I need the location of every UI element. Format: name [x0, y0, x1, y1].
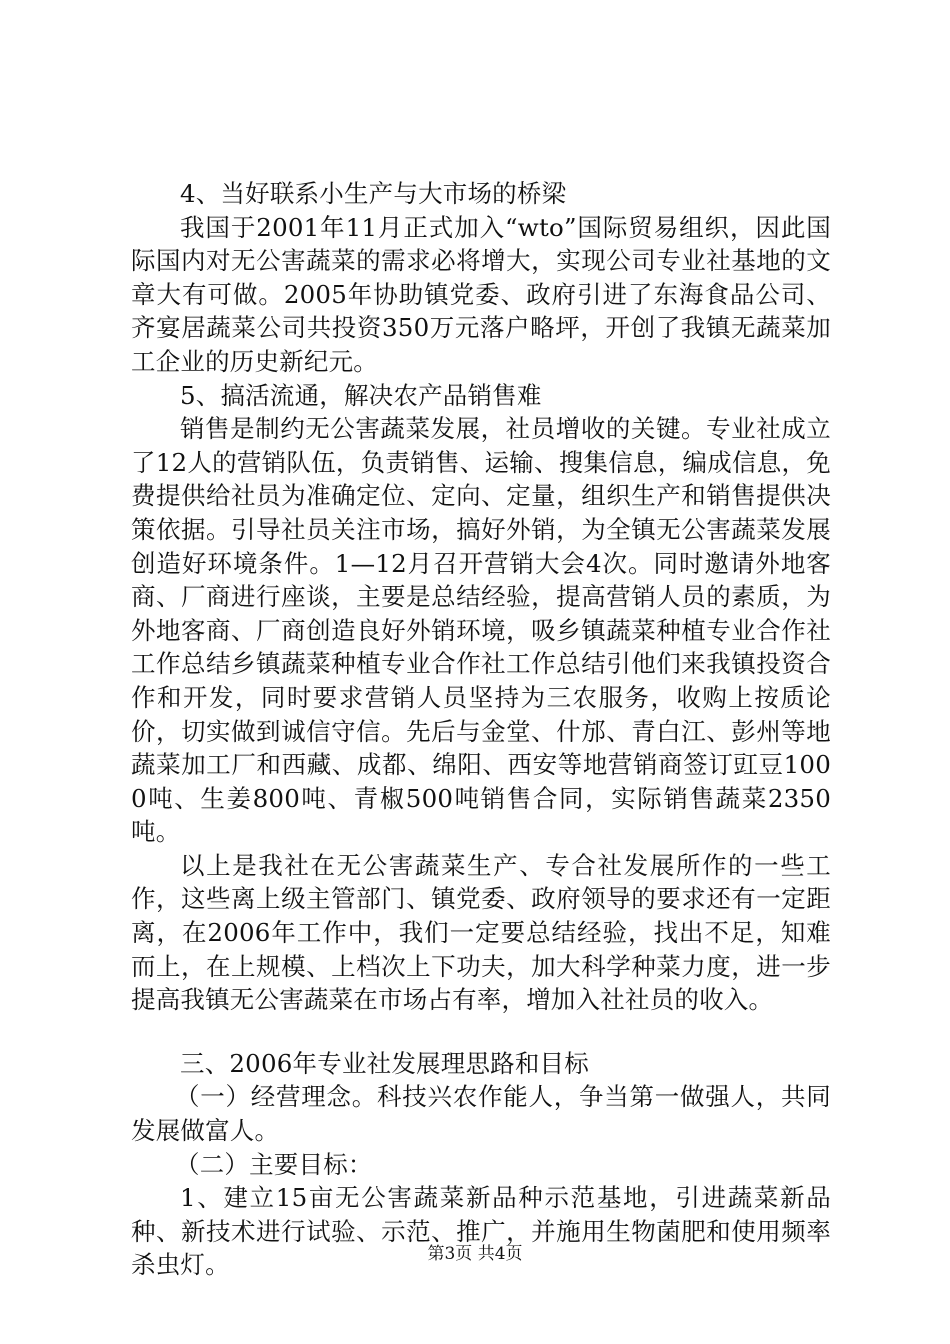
paragraph-gap [131, 1017, 831, 1047]
section-heading-5: 5、搞活流通，解决农产品销售难 [180, 380, 542, 410]
paragraph-wto: 我国于2001年11月正式加入“wto”国际贸易组织，因此国际国内对无公害蔬菜的需求必将增大，实现公司专业社基地的文章大有可做。2005年协助镇党委、政府引进了东海食品公司、齐宴居蔬菜公司共投资350万元落户略坪，开创了我镇无蔬菜加工企业的历史新纪元。 [131, 212, 831, 376]
page-footer: 第3页 共4页 [427, 1244, 523, 1264]
paragraph-philosophy: （一）经营理念。科技兴农作能人，争当第一做强人，共同发展做富人。 [131, 1082, 831, 1146]
document-body [131, 177, 831, 1282]
section-heading-4: 4、当好联系小生产与大市场的桥梁 [180, 179, 567, 208]
section-heading-3: 三、2006年专业社发展理思路和目标 [180, 1048, 589, 1078]
paragraph-summary: 以上是我社在无公害蔬菜生产、专合社发展所作的一些工作，这些离上级主管部门、镇党委、政府领导的要求还有一定距离，在2006年工作中，我们一定要总结经验，找出不足，知难而上，在上规模、上档次上下功夫，加大科学种菜力度，进一步提高我镇无公害蔬菜在市场占有率，增加入社社员的收入。 [131, 850, 831, 1015]
paragraph-sales: 销售是制约无公害蔬菜发展，社员增收的关键。专业社成立了12人的营销队伍，负责销售、运输、搜集信息，编成信息，免费提供给社员为准确定位、定向、定量，组织生产和销售提供决策依据。引导社员关注市场，搞好外销，为全镇无公害蔬菜发展创造好环境条件。1—12月召开营销大会4次。同时邀请外地客商、厂商进行座谈，主要是总结经验，提高营销人员的素质，为外地客商、厂商创造良好外销环境，吸乡镇蔬菜种植专业合作社工作总结乡镇蔬菜种植专业合作社工作总结引他们来我镇投资合作和开发，同时要求营销人员坚持为三农服务，收购上按质论价，切实做到诚信守信。先后与金堂、什邡、青白江、彭州等地蔬菜加工厂和西藏、成都、绵阳、西安等地营销商签订豇豆1000吨、生姜800吨、青椒500吨销售合同，实际销售蔬菜2350吨。 [131, 414, 831, 847]
paragraph-goal-1: 1、建立15亩无公害蔬菜新品种示范基地，引进蔬菜新品种、新技术进行试验、示范、推广，并施用生物菌肥和使用频率杀虫灯。 [131, 1183, 831, 1280]
paragraph-goals-heading: （二）主要目标： [175, 1149, 373, 1179]
